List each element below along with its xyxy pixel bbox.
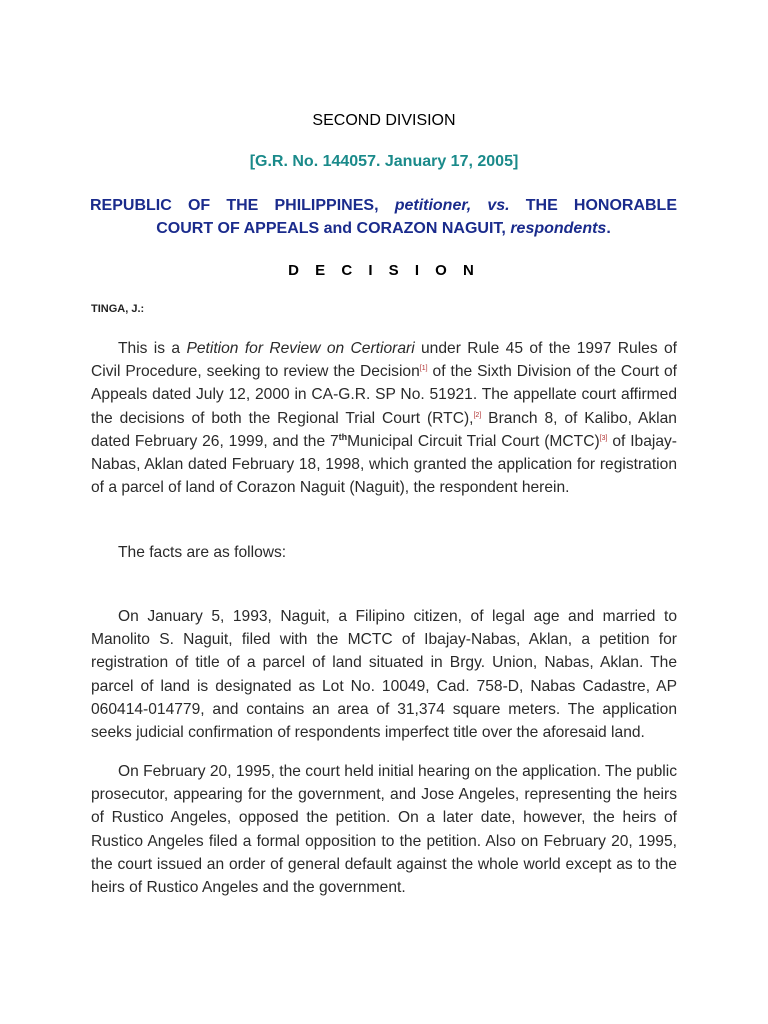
case-number: [G.R. No. 144057. January 17, 2005] [249, 153, 519, 170]
p1-italic: Petition for Review on Certiorari [186, 340, 415, 357]
petitioner-label: petitioner, [394, 197, 472, 214]
p1-text-a: This is a [118, 340, 187, 357]
decision-title: D E C I S I O N [288, 262, 480, 279]
p1-text-c: of the Sixth Division of the Court of Appeals dated July 12, 2000 in CA-G.R. SP No. 51921. The appellate court affirmed the decisions of both the Regional Trial Court (RTC), [91, 363, 677, 427]
p1-text-e: Municipal Circuit Trial Court (MCTC) [347, 432, 600, 450]
division-heading: SECOND DIVISION [312, 112, 456, 129]
footnote-link-2[interactable]: [2] [473, 411, 482, 419]
p1-text-b: under Rule 45 of the 1997 Rules of Civil Procedure, seeking to review the Decision [91, 340, 678, 381]
petitioner-name: REPUBLIC OF THE PHILIPPINES, [90, 197, 379, 214]
parties-period: . [606, 220, 611, 237]
ordinal-suffix: th [338, 431, 348, 442]
case-parties [90, 194, 677, 240]
ponente: TINGA, J.: [91, 303, 145, 315]
paragraph-3: On January 5, 1993, Naguit, a Filipino citizen, of legal age and married to Manolito S. Naguit, filed with the MCTC of Ibajay-Nabas, Aklan, a petition for registration of title of a parcel of land situated in Brgy. Union, Nabas, Aklan. The parcel of land is designated as Lot No. 10049, Cad. 758-D, Nabas Cadastre, AP 060414-014779, and contains an area of 31,374 square meters. The application seeks judicial confirmation of respondents imperfect title over the aforesaid land. [91, 608, 677, 742]
p1-text-d: Branch 8, of Kalibo, Aklan dated February 26, 1999, and the 7 [91, 409, 677, 450]
parties-line-2 [90, 217, 677, 240]
parties-line-1 [90, 194, 677, 217]
footnote-link-1[interactable]: [1] [419, 365, 428, 373]
respondent-court-name: THE HONORABLE [525, 197, 678, 214]
respondents-label: respondents [510, 220, 607, 237]
paragraph-4: On February 20, 1995, the court held initial hearing on the application. The public prosecutor, appearing for the government, and Jose Angeles, representing the heirs of Rustico Angeles, opposed the petition. On a later date, however, the heirs of Rustico Angeles filed a formal opposition to the petition. Also on February 20, 1995, the court issued an order of general default against the whole world except as to the heirs of Rustico Angeles and the government. [91, 763, 677, 897]
p1-text-f: of Ibajay-Nabas, Aklan dated February 18, 1998, which granted the application for registration of a parcel of land of Corazon Naguit (Naguit), the respondent herein. [91, 432, 677, 497]
paragraph-2: The facts are as follows: [118, 544, 287, 561]
versus-label: vs. [487, 197, 510, 214]
paragraph-1 [91, 337, 677, 499]
respondents-names: COURT OF APPEALS and CORAZON NAGUIT, [156, 220, 506, 237]
footnote-link-3[interactable]: [3] [599, 434, 608, 442]
